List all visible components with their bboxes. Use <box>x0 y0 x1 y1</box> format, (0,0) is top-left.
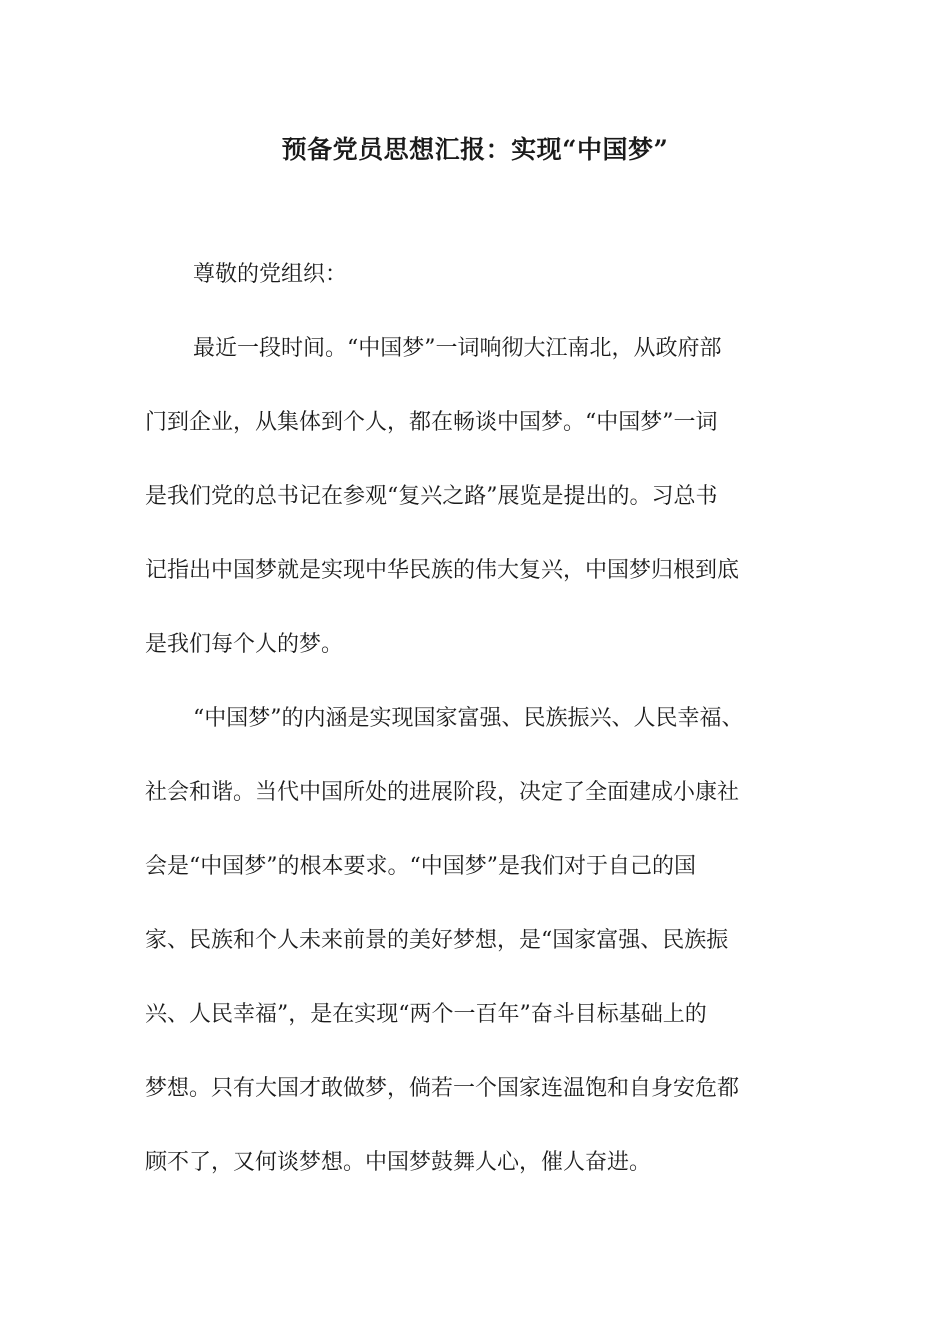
paragraph-line: 兴、人民幸福”，是在实现“两个一百年”奋斗目标基础上的 <box>145 1002 707 1027</box>
paragraph-line: 是我们每个人的梦。 <box>145 632 344 657</box>
document-title: 预备党员思想汇报：实现“中国梦” <box>281 135 669 164</box>
paragraph-line: 顾不了，又何谈梦想。中国梦鼓舞人心，催人奋进。 <box>145 1150 652 1175</box>
salutation: 尊敬的党组织： <box>193 262 348 287</box>
paragraph-line: 社会和谐。当代中国所处的进展阶段，决定了全面建成小康社 <box>145 780 740 805</box>
paragraph-line: 会是“中国梦”的根本要求。“中国梦”是我们对于自己的国 <box>145 854 696 879</box>
paragraph-line: 门到企业，从集体到个人，都在畅谈中国梦。“中国梦”一词 <box>145 410 718 435</box>
paragraph-line: “中国梦”的内涵是实现国家富强、民族振兴、人民幸福、 <box>193 706 744 731</box>
paragraph-line: 梦想。只有大国才敢做梦，倘若一个国家连温饱和自身安危都 <box>145 1076 740 1101</box>
paragraph-line: 最近一段时间。“中国梦”一词响彻大江南北，从政府部 <box>193 336 722 361</box>
paragraph-line: 家、民族和个人未来前景的美好梦想，是“国家富强、民族振 <box>145 928 729 953</box>
paragraph-line: 是我们党的总书记在参观“复兴之路”展览是提出的。习总书 <box>145 484 718 509</box>
paragraph-line: 记指出中国梦就是实现中华民族的伟大复兴，中国梦归根到底 <box>145 558 740 583</box>
